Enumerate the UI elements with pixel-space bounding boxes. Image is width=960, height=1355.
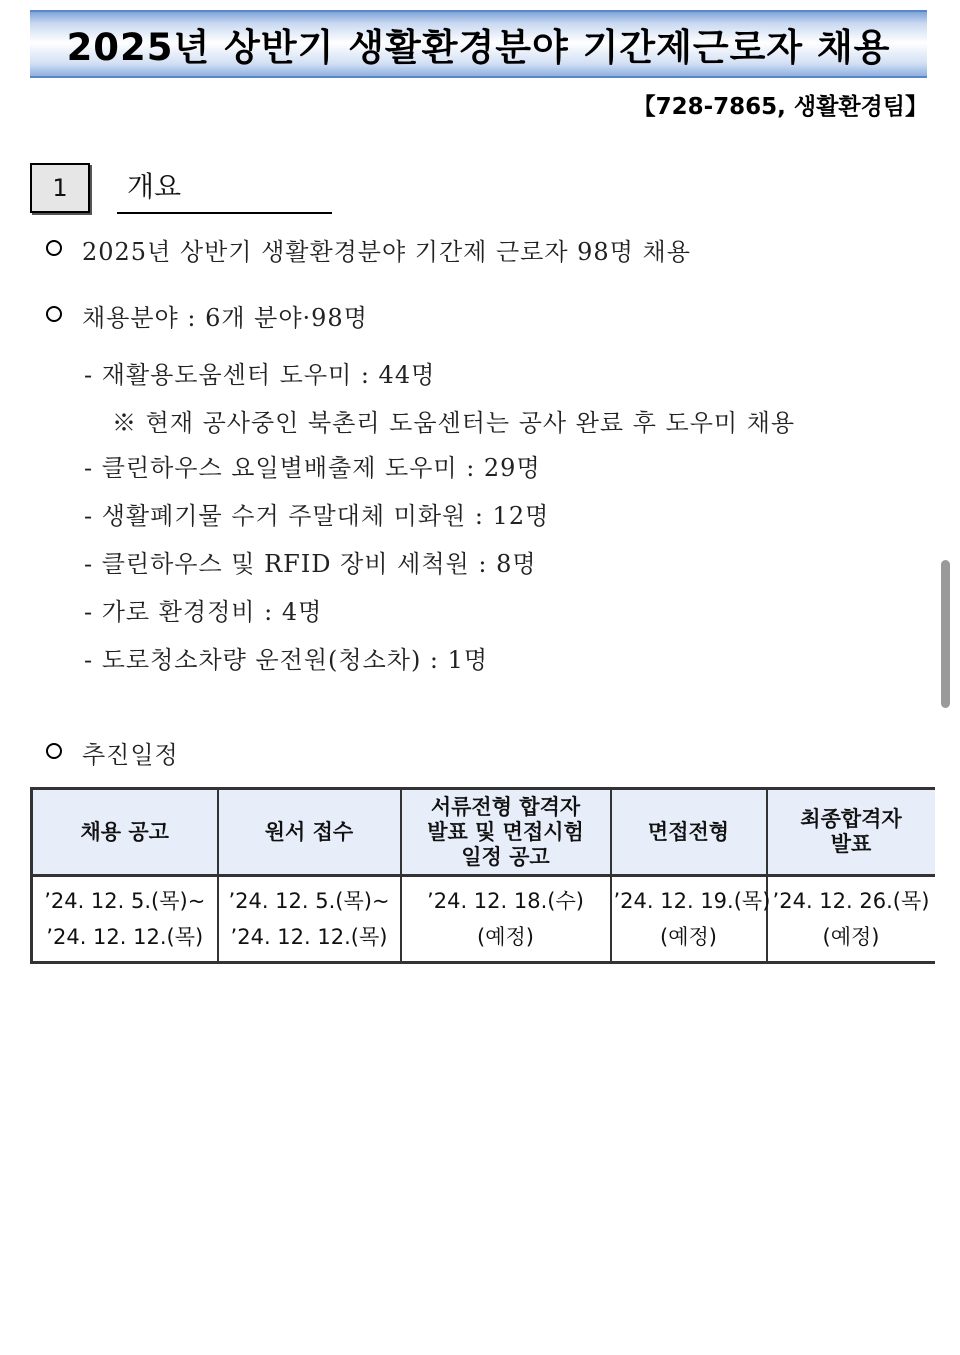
schedule-header: 추진일정 — [82, 741, 179, 769]
overview-text: 2025년 상반기 생활환경분야 기간제 근로자 98명 채용 — [82, 238, 691, 266]
title-banner — [30, 10, 927, 78]
field-item: - 생활폐기물 수거 주말대체 미화원 : 12명 — [84, 502, 550, 530]
table-cell: ’24. 12. 18.(수) (예정) — [401, 876, 611, 963]
bullet-circle-icon — [46, 743, 62, 759]
fields-header: 채용분야 : 6개 분야·98명 — [82, 304, 368, 332]
document-title: 2025년 상반기 생활환경분야 기간제근로자 채용 — [66, 26, 891, 69]
header-cell-announcement: 채용 공고 — [32, 789, 218, 876]
bullet-circle-icon — [46, 240, 62, 256]
field-item: - 클린하우스 요일별배출제 도우미 : 29명 — [84, 454, 541, 482]
section-title: 개요 — [117, 166, 332, 214]
schedule-table — [30, 787, 935, 964]
section-number-box: 1 — [30, 163, 90, 213]
header-cell-application: 원서 접수 — [218, 789, 401, 876]
field-item: - 가로 환경정비 : 4명 — [84, 598, 323, 626]
header-cell-document-screening: 서류전형 합격자 발표 및 면접시험 일정 공고 — [401, 789, 611, 876]
vertical-scrollbar[interactable] — [941, 560, 950, 708]
field-item: - 클린하우스 및 RFID 장비 세척원 : 8명 — [84, 550, 537, 578]
contact-info: 【728-7865, 생활환경팀】 — [632, 94, 928, 120]
table-row — [32, 876, 935, 963]
bullet-circle-icon — [46, 306, 62, 322]
field-item: - 재활용도움센터 도우미 : 44명 — [84, 361, 436, 389]
header-cell-interview: 면접전형 — [611, 789, 767, 876]
table-cell: ’24. 12. 26.(목) (예정) — [767, 876, 935, 963]
table-cell: ’24. 12. 19.(목) (예정) — [611, 876, 767, 963]
table-cell: ’24. 12. 5.(목)~ ’24. 12. 12.(목) — [218, 876, 401, 963]
field-note: ※ 현재 공사중인 북촌리 도움센터는 공사 완료 후 도우미 채용 — [112, 409, 796, 437]
field-item: - 도로청소차량 운전원(청소차) : 1명 — [84, 646, 489, 674]
table-header-row — [32, 789, 935, 876]
header-cell-final-result: 최종합격자 발표 — [767, 789, 935, 876]
table-cell: ’24. 12. 5.(목)~ ’24. 12. 12.(목) — [32, 876, 218, 963]
